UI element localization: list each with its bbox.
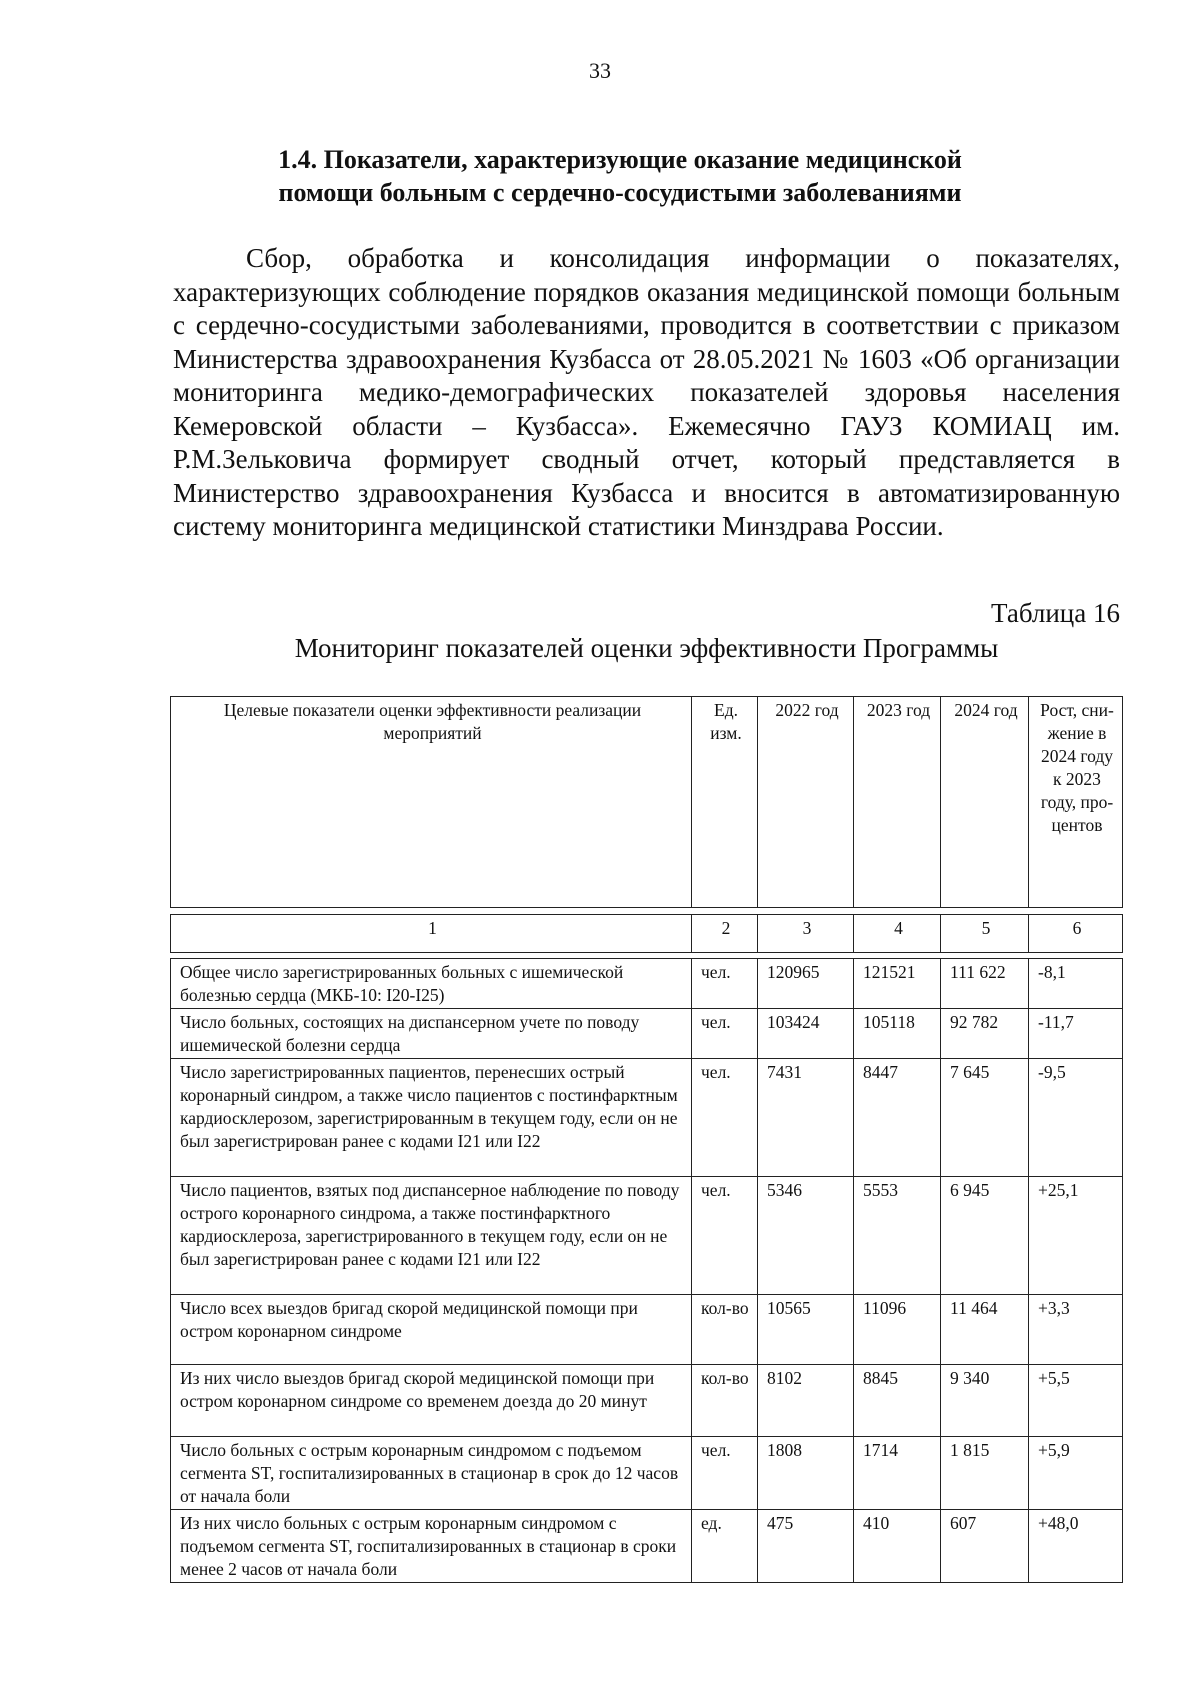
change-cell: -9,5 xyxy=(1029,1059,1123,1177)
unit-cell: чел. xyxy=(692,1059,758,1177)
header-cell-2024: 2024 год xyxy=(941,697,1029,908)
value-2024-cell: 6 945 xyxy=(941,1177,1029,1295)
indicator-cell: Число всех выездов бригад скорой медицинской помощи при остром коронарном синдроме xyxy=(171,1295,692,1365)
table-row xyxy=(171,1365,1123,1437)
value-2024-cell: 7 645 xyxy=(941,1059,1029,1177)
change-cell: -11,7 xyxy=(1029,1009,1123,1059)
value-2022-cell: 7431 xyxy=(758,1059,854,1177)
header-cell-indicator: Целевые показатели оценки эффективности реализации мероприятий xyxy=(171,697,692,908)
value-2024-cell: 607 xyxy=(941,1510,1029,1583)
value-2022-cell: 8102 xyxy=(758,1365,854,1437)
value-2022-cell: 1808 xyxy=(758,1437,854,1510)
indicator-cell: Из них число больных с острым коронарным синдромом с подъемом сегмента ST, госпитализированных в стационар в сроки менее 2 часов от начала боли xyxy=(171,1510,692,1583)
value-2022-cell: 120965 xyxy=(758,959,854,1009)
table-caption: Мониторинг показателей оценки эффективности Программы xyxy=(294,633,999,663)
unit-cell: кол-во xyxy=(692,1295,758,1365)
value-2023-cell: 410 xyxy=(854,1510,941,1583)
table-row xyxy=(171,959,1123,1009)
table-header xyxy=(170,696,1123,908)
value-2022-cell: 10565 xyxy=(758,1295,854,1365)
value-2024-cell: 1 815 xyxy=(941,1437,1029,1510)
value-2023-cell: 1714 xyxy=(854,1437,941,1510)
unit-cell: чел. xyxy=(692,1009,758,1059)
unit-cell: ед. xyxy=(692,1510,758,1583)
value-2022-cell: 103424 xyxy=(758,1009,854,1059)
header-cell-change: Рост, сни-жение в 2024 году к 2023 году, про-центов xyxy=(1029,697,1123,908)
column-number: 2 xyxy=(692,915,758,953)
unit-cell: чел. xyxy=(692,1437,758,1510)
value-2024-cell: 92 782 xyxy=(941,1009,1029,1059)
value-2024-cell: 111 622 xyxy=(941,959,1029,1009)
change-cell: +5,9 xyxy=(1029,1437,1123,1510)
value-2024-cell: 11 464 xyxy=(941,1295,1029,1365)
section-title xyxy=(170,143,1070,209)
table-row xyxy=(171,1295,1123,1365)
header-cell-2022: 2022 год xyxy=(758,697,854,908)
header-row xyxy=(171,697,1123,908)
indicator-cell: Число больных, состоящих на диспансерном учете по поводу ишемической болезни сердца xyxy=(171,1009,692,1059)
unit-cell: чел. xyxy=(692,959,758,1009)
table-row xyxy=(171,1009,1123,1059)
value-2023-cell: 8447 xyxy=(854,1059,941,1177)
value-2023-cell: 8845 xyxy=(854,1365,941,1437)
table-row xyxy=(171,1437,1123,1510)
value-2023-cell: 121521 xyxy=(854,959,941,1009)
column-number: 6 xyxy=(1029,915,1123,953)
column-number: 5 xyxy=(941,915,1029,953)
column-number: 3 xyxy=(758,915,854,953)
body-paragraph: Сбор, обработка и консолидация информации о показателях, характеризующих соблюдение порядков оказания медицинской помощи больным с сердечно-сосудистыми заболеваниями, проводится в соответствии с приказом Министерства здравоохранения Кузбасса от 28.05.2021 № 1603 «Об организации мониторинга медико-демографических показателей здоровья населения Кемеровской области – Кузбасса». Ежемесячно ГАУЗ КОМИАЦ им. Р.М.Зельковича формирует сводный отчет, который представляется в Министерство здравоохранения Кузбасса и вносится в автоматизированную систему мониторинга медицинской статистики Минздрава России. xyxy=(173,243,1120,541)
column-number-row xyxy=(171,915,1123,953)
change-cell: +25,1 xyxy=(1029,1177,1123,1295)
change-cell: +5,5 xyxy=(1029,1365,1123,1437)
column-number: 4 xyxy=(854,915,941,953)
unit-cell: кол-во xyxy=(692,1365,758,1437)
change-cell: +3,3 xyxy=(1029,1295,1123,1365)
change-cell: -8,1 xyxy=(1029,959,1123,1009)
section-title-line-2: помощи больным с сердечно-сосудистыми заболеваниями xyxy=(278,178,962,207)
table-column-numbers xyxy=(170,914,1123,953)
header-cell-unit: Ед. изм. xyxy=(692,697,758,908)
table-row xyxy=(171,1177,1123,1295)
header-cell-2023: 2023 год xyxy=(854,697,941,908)
table-row xyxy=(171,1510,1123,1583)
indicator-cell: Из них число выездов бригад скорой медицинской помощи при остром коронарном синдроме со временем доезда до 20 минут xyxy=(171,1365,692,1437)
value-2022-cell: 5346 xyxy=(758,1177,854,1295)
page-number: 33 xyxy=(589,58,611,83)
value-2023-cell: 5553 xyxy=(854,1177,941,1295)
value-2024-cell: 9 340 xyxy=(941,1365,1029,1437)
unit-cell: чел. xyxy=(692,1177,758,1295)
section-title-line-1: 1.4. Показатели, характеризующие оказание медицинской xyxy=(278,145,962,174)
indicator-cell: Общее число зарегистрированных больных с ишемической болезнью сердца (МКБ-10: I20-I25) xyxy=(171,959,692,1009)
value-2023-cell: 11096 xyxy=(854,1295,941,1365)
table-body xyxy=(170,958,1123,1583)
indicator-cell: Число больных с острым коронарным синдромом с подъемом сегмента ST, госпитализированных в стационар в срок до 12 часов от начала боли xyxy=(171,1437,692,1510)
indicator-cell: Число пациентов, взятых под диспансерное наблюдение по поводу острого коронарного синдрома, а также постинфарктного кардиосклероза, зарегистрированного в текущем году, если он не был зарегистрирован ранее с кодами I21 или I22 xyxy=(171,1177,692,1295)
indicator-cell: Число зарегистрированных пациентов, перенесших острый коронарный синдром, а также число пациентов с постинфарктным кардиосклерозом, зарегистрированным в текущем году, если он не был зарегистрирован ранее с кодами I21 или I22 xyxy=(171,1059,692,1177)
column-number: 1 xyxy=(171,915,692,953)
table-row xyxy=(171,1059,1123,1177)
table-number-label: Таблица 16 xyxy=(991,598,1120,628)
value-2022-cell: 475 xyxy=(758,1510,854,1583)
change-cell: +48,0 xyxy=(1029,1510,1123,1583)
value-2023-cell: 105118 xyxy=(854,1009,941,1059)
